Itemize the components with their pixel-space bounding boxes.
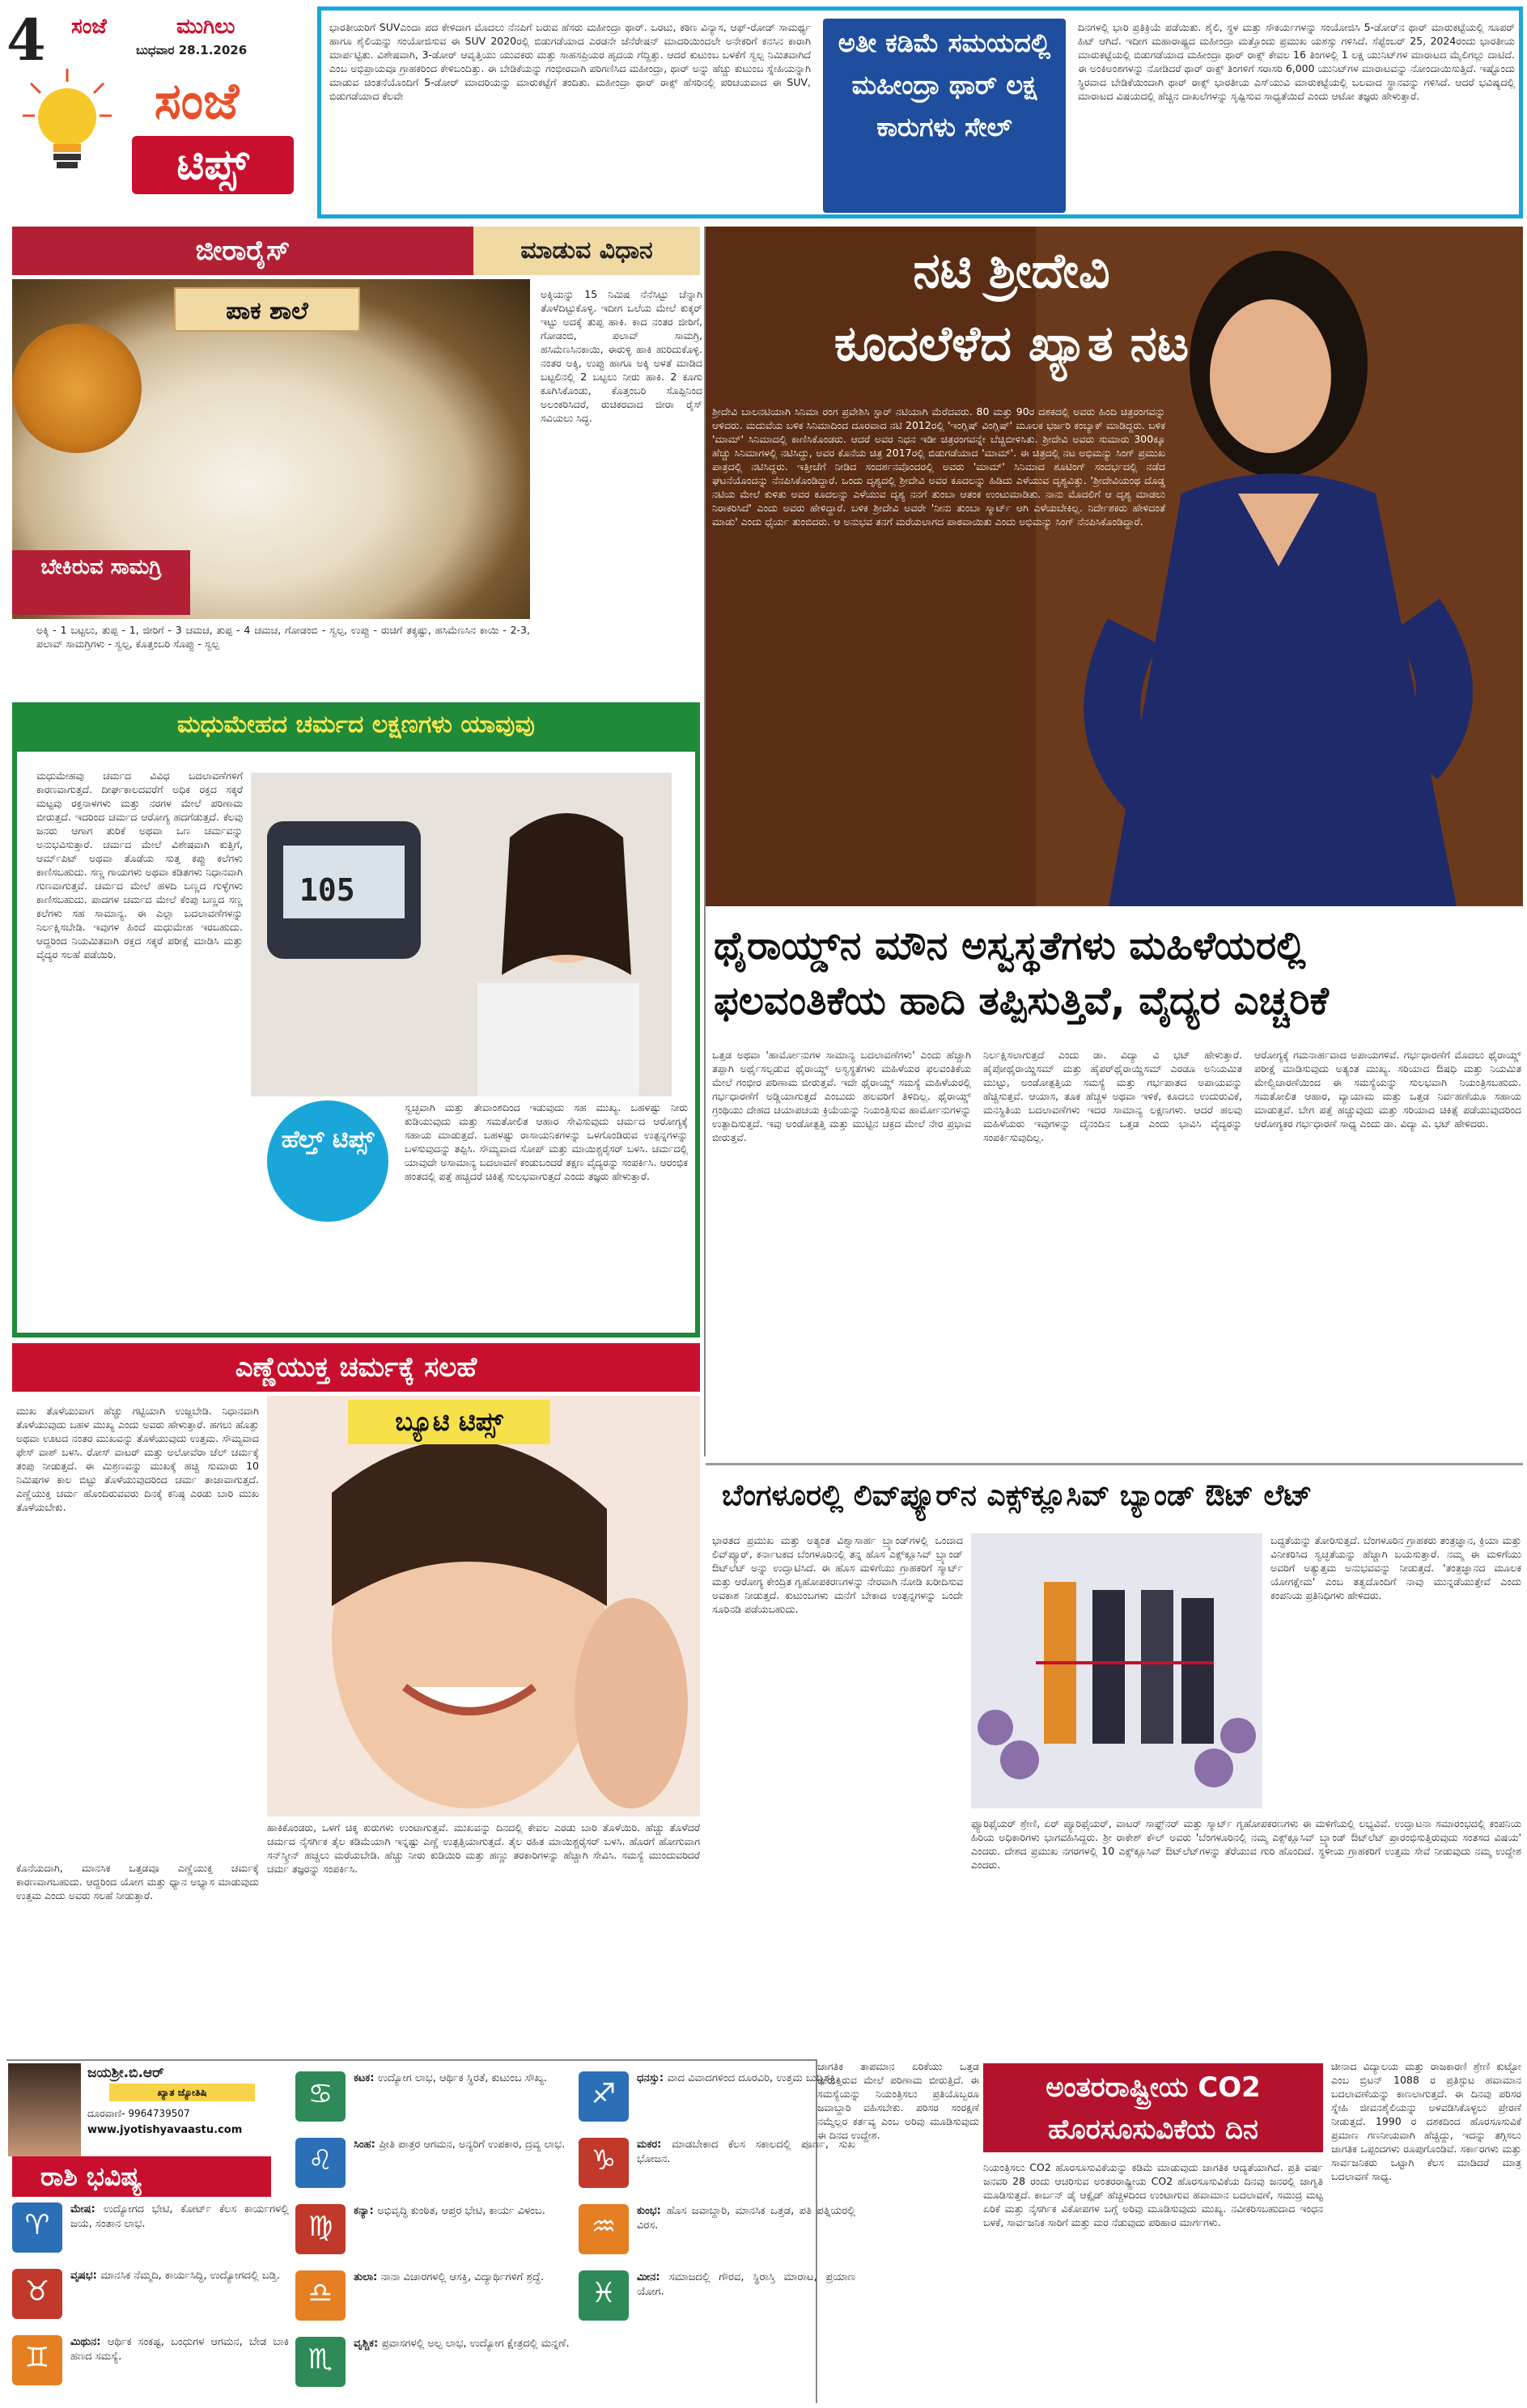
thyroid-headline-line-1: ಥೈರಾಯ್ಡ್‌ನ ಮೌನ ಅಸ್ವಸ್ಥತೆಗಳು ಮಹಿಳೆಯರಲ್ಲಿ xyxy=(714,923,1306,969)
zodiac-sign-text: ಪ್ರವಾಸಗಳಲ್ಲಿ ಅಲ್ಪ ಲಾಭ, ಉದ್ಯೋಗ ಕ್ಷೇತ್ರದಲ್ಲಿ ಮನ್ನಣೆ. xyxy=(381,2338,570,2350)
zodiac-11-icon: ♒ xyxy=(579,2204,629,2254)
store-inauguration-photo xyxy=(971,1533,1262,1808)
beauty-tips-badge: ಬ್ಯೂಟಿ ಟಿಪ್ಸ್ xyxy=(348,1400,550,1444)
thar-article xyxy=(317,6,1523,218)
thyroid-column-2: ನಿರ್ಲಕ್ಷಿಸಲಾಗುತ್ತದೆ ಎಂದು ಡಾ. ವಿದ್ಯಾ ವಿ ಭಟ್ ಹೇಳುತ್ತಾರೆ. ಹೈಪೋಥೈರಾಯ್ಡಿಸಮ್ ಮತ್ತು ಹೈಪರ್‌ಥೈರಾಯ್ಡಿಸಮ್ ಎರಡೂ ಅನಿಯಮಿತ ಮುಟ್ಟು, ಅಂಡೋತ್ಪತ್ತಿಯ ಸಮಸ್ಯೆ ಮತ್ತು ಗರ್ಭಪಾತದ ಅಪಾಯವನ್ನು ಹೆಚ್ಚಿಸುತ್ತವೆ. ಆಯಾಸ, ತೂಕ ಹೆಚ್ಚಳ ಅಥವಾ ಇಳಿಕೆ, ಕೂದಲು ಉದುರುವಿಕೆ, ಮನಸ್ಥಿತಿಯ ಬದಲಾವಣೆಗಳು ಇದರ ಸಾಮಾನ್ಯ ಲಕ್ಷಣಗಳು. ಆದರೆ ಹಲವು ಮಹಿಳೆಯರು ಇವುಗಳನ್ನು ದೈನಂದಿನ ಒತ್ತಡ ಎಂದು ಭಾವಿಸಿ ವೈದ್ಯರನ್ನು ಸಂಪರ್ಕಿಸುವುದಿಲ್ಲ. xyxy=(983,1049,1242,1143)
zodiac-11-forecast xyxy=(637,2204,855,2267)
recipe-kitchen-label: ಪಾಕ ಶಾಲೆ xyxy=(174,287,360,332)
zodiac-5-forecast xyxy=(354,2138,572,2201)
skin-column-1: ಮುಖ ತೊಳೆಯುವಾಗ ಹೆಚ್ಚು ಗಟ್ಟಿಯಾಗಿ ಉಜ್ಜಬೇಡಿ. ನಿಧಾನವಾಗಿ ತೊಳೆಯುವುದು ಬಹಳ ಮುಖ್ಯ ಎಂದು ಅವರು ಹೇಳುತ್ತಾರೆ. ಹಗಲು ಹೊತ್ತು ಅಥವಾ ಊಟದ ನಂತರ ಮುಖವನ್ನು ತೊಳೆಯುವುದು ಉತ್ತಮ. ಸೌಮ್ಯವಾದ ಫೇಸ್ ವಾಶ್ ಬಳಸಿ. ರೋಸ್ ವಾಟರ್ ಮತ್ತು ಅಲೋವೆರಾ ಜೆಲ್ ಚರ್ಮಕ್ಕೆ ತಂಪು ನೀಡುತ್ತದೆ. ಈ ಮಿಶ್ರಣವನ್ನು ಮುಖಕ್ಕೆ ಹಚ್ಚಿ ಸುಮಾರು 10 ನಿಮಿಷಗಳ ಕಾಲ ಬಿಟ್ಟು ತೊಳೆಯುವುದರಿಂದ ಚರ್ಮ ತಾಜಾವಾಗುತ್ತದೆ. ಎಣ್ಣೆಯುಕ್ತ ಚರ್ಮ ಹೊಂದಿರುವವರು ದಿನಕ್ಕೆ ಕನಿಷ್ಠ ಎರಡು ಬಾರಿ ಮುಖ ತೊಳೆಯಬೇಕು. xyxy=(16,1405,259,1513)
skin-column-2: ಹಾಕಿಕೊಂಡರು, ಒಳಗೆ ಚಿಕ್ಕ ಕುರುಗಳು ಉಂಟಾಗುತ್ತವೆ. ಮುಖವನ್ನು ದಿನದಲ್ಲಿ ಕೇವಲ ಎರಡು ಬಾರಿ ತೊಳೆಯಿರಿ. ಹೆಚ್ಚು ತೊಳೆದರೆ ಚರ್ಮದ ನೈಸರ್ಗಿಕ ತೈಲ ಕಡಿಮೆಯಾಗಿ ಇನ್ನಷ್ಟು ಎಣ್ಣೆ ಉತ್ಪತ್ತಿಯಾಗುತ್ತದೆ. ತೈಲ ರಹಿತ ಮಾಯಿಶ್ಚರೈಸರ್ ಬಳಸಿ. ಹೊರಗೆ ಹೋಗುವಾಗ ಸನ್‌ಸ್ಕ್ರೀನ್ ಹಚ್ಚಲು ಮರೆಯಬೇಡಿ. ಹೆಚ್ಚು ನೀರು ಕುಡಿಯಿರಿ ಮತ್ತು ಹಣ್ಣು ತರಕಾರಿಗಳನ್ನು ಹೆಚ್ಚಾಗಿ ಸೇವಿಸಿ. ಸಮಸ್ಯೆ ಮುಂದುವರಿದರೆ ಚರ್ಮ ತಜ್ಞರನ್ನು ಸಂಪರ್ಕಿಸಿ. xyxy=(267,1821,700,1875)
astrologer-website: www.jyotishyavaastu.com xyxy=(87,2124,243,2136)
dal-bowl-photo xyxy=(12,324,142,453)
zodiac-sign-text: ಉದ್ಯೋಗ ಲಾಭ, ಆರ್ಥಿಕ ಸ್ಥಿರತೆ, ಕುಟುಂಬ ಸೌಖ್ಯ. xyxy=(377,2072,547,2084)
zodiac-2-icon: ♉ xyxy=(12,2269,62,2319)
zodiac-5-icon: ♌ xyxy=(295,2138,346,2188)
page-number: 4 xyxy=(6,6,46,74)
zodiac-6-forecast xyxy=(354,2204,572,2267)
thar-column-2: ದಿನಗಳಲ್ಲಿ ಭಾರಿ ಪ್ರತಿಕ್ರಿಯೆ ಪಡೆಯಿತು. ಶೈಲಿ, ಸ್ಥಳ ಮತ್ತು ಸೌಕರ್ಯಗಳನ್ನು ಸಂಯೋಜಿಸಿ 5-ಡೋರ್‌ನ ಥಾರ್ ಮಾರುಕಟ್ಟೆಯಲ್ಲಿ ಸೂಪರ್ ಹಿಟ್ ಆಗಿದೆ. ಇದೀಗ ಮಹಾರಾಷ್ಟ್ರದ ಮಹೀಂದ್ರಾ ಮತ್ತೊಂದು ಪ್ರಮುಖ ಯಶಸ್ಸು ಗಳಿಸಿದೆ. ಸೆಪ್ಟೆಂಬರ್ 25, 2024ರಂದು ಭಾರತೀಯ ಮಾರುಕಟ್ಟೆಯಲ್ಲಿ ಬಿಡುಗಡೆಯಾದ ಮಹೀಂದ್ರಾ ಥಾರ್ ರಾಕ್ಸ್ ಕೇವಲ 16 ತಿಂಗಳಲ್ಲಿ 1 ಲಕ್ಷ ಯುನಿಟ್‌ಗಳ ಮಾರಾಟದ ಮೈಲಿಗಲ್ಲು ದಾಟಿದೆ. ಈ ಅಂಕಿಅಂಶಗಳನ್ನು ನೋಡಿದರೆ ಥಾರ್ ರಾಕ್ಸ್ ತಿಂಗಳಿಗೆ ಸರಾಸರಿ 6,000 ಯುನಿಟ್‌ಗಳ ಮಾರಾಟವನ್ನು ನೋಂದಾಯಿಸುತ್ತಿದೆ. ಇಷ್ಟೊಂದು ಸ್ಥಿರವಾದ ಬೇಡಿಕೆಯಿಂದಾಗಿ ಥಾರ್ ರಾಕ್ಸ್ ಭಾರತೀಯ ಎಸ್‌ಯುವಿ ಮಾರುಕಟ್ಟೆಯಲ್ಲಿ ಬಲವಾದ ಸ್ಥಾನವನ್ನು ಗಳಿಸಿದೆ. ಆದರೆ ಭವಿಷ್ಯದಲ್ಲಿ ಮಾರಾಟದ ವಿಷಯದಲ್ಲಿ ಹೆಚ್ಚಿನ ದಾಖಲೆಗಳನ್ನು ಸೃಷ್ಟಿಸುವ ಸಾಧ್ಯತೆಯಿದೆ ಎಂದು ಆಟೋ ತಜ್ಞರು ಹೇಳುತ್ತಾರೆ. xyxy=(1078,21,1515,102)
zodiac-6-icon: ♍ xyxy=(295,2204,346,2254)
glucose-meter-reading: 105 xyxy=(299,872,355,908)
zodiac-sign-name: ತುಲಾ: xyxy=(354,2271,381,2283)
zodiac-sign-name: ವೃಷಭ: xyxy=(70,2270,101,2282)
sridevi-headline-line-1: ನಟಿ ಶ್ರೀದೇವಿ xyxy=(913,243,1110,299)
zodiac-sign-name: ಕುಂಭ: xyxy=(637,2205,667,2217)
zodiac-sign-name: ಸಿಂಹ: xyxy=(354,2139,380,2151)
sridevi-headline xyxy=(728,235,1295,388)
zodiac-9-icon: ♐ xyxy=(579,2071,629,2122)
zodiac-sign-text: ಮಾನಸಿಕ ನೆಮ್ಮದಿ, ಕಾರ್ಯಸಿದ್ಧಿ, ಉದ್ಯೋಗದಲ್ಲಿ ಬಡ್ತಿ. xyxy=(100,2270,281,2282)
zodiac-7-icon: ♎ xyxy=(295,2270,346,2321)
masthead xyxy=(6,6,316,218)
glucose-meter-photo xyxy=(251,773,672,1096)
section-title: ಸಂಜೆ xyxy=(154,71,240,130)
livpure-column-1: ಭಾರತದ ಪ್ರಮುಖ ಮತ್ತು ಅತ್ಯಂತ ವಿಶ್ವಾಸಾರ್ಹ ಬ್ರ್ಯಾಂಡ್‌ಗಳಲ್ಲಿ ಒಂದಾದ ಲಿವ್‌ಪ್ಯೂರ್, ಕರ್ನಾಟಕದ ಬೆಂಗಳೂರಿನಲ್ಲಿ ತನ್ನ ಹೊಸ ಎಕ್ಸ್‌ಕ್ಲೂಸಿವ್ ಬ್ರ್ಯಾಂಡ್ ಔಟ್‌ಲೆಟ್ ಅನ್ನು ಉದ್ಘಾಟಿಸಿದೆ. ಈ ಹೊಸ ಮಳಿಗೆಯು ಗ್ರಾಹಕರಿಗೆ ಸ್ಮಾರ್ಟ್ ಮತ್ತು ಆರೋಗ್ಯ ಕೇಂದ್ರಿತ ಗೃಹೋಪಕರಣಗಳನ್ನು ನೇರವಾಗಿ ನೋಡಿ ಖರೀದಿಸುವ ಅವಕಾಶ ನೀಡುತ್ತದೆ. ಕುಟುಂಬಗಳು ಮನೆಗೆ ಬೇಕಾದ ಉತ್ಪನ್ನಗಳನ್ನು ಒಂದೇ ಸೂರಿನಡಿ ಪಡೆಯಬಹುದು. xyxy=(712,1534,963,1615)
zodiac-sign-text: ನಾನಾ ವಿಚಾರಗಳಲ್ಲಿ ಆಸಕ್ತಿ, ವಿದ್ಯಾರ್ಥಿಗಳಿಗೆ ಶ್ರದ್ಧೆ. xyxy=(380,2271,545,2283)
thyroid-headline-line-2: ಫಲವಂತಿಕೆಯ ಹಾದಿ ತಪ್ಪಿಸುತ್ತಿವೆ, ವೈದ್ಯರ ಎಚ್ಚರಿಕೆ xyxy=(714,978,1329,1024)
zodiac-4-forecast xyxy=(354,2071,572,2135)
co2-column-3: ಚೀನಾದ ವಿದ್ಯಾಲಯ ಮತ್ತು ರಾಜಕಾರಣಿ ಶ್ರೇಣಿ ಕುಟ್ಟೋ ಎಂಬ ಬ್ರಿಟನ್ 1088 ರ ಪ್ರತಿಸ್ಫುಟ ಹವಾಮಾನ ಬದಲಾವಣೆಯನ್ನು ಕಾಣಲಾಗುತ್ತದೆ. ಈ ದಿನವು ಪರಿಸರ ಸ್ನೇಹಿ ಜೀವನಶೈಲಿಯನ್ನು ಅಳವಡಿಸಿಕೊಳ್ಳಲು ಪ್ರೇರಣೆ ನೀಡುತ್ತದೆ. 1990 ರ ದಶಕದಿಂದ ಹೊರಸೂಸುವಿಕೆ ಪ್ರಮಾಣ ಗಣನೀಯವಾಗಿ ಹೆಚ್ಚಿದ್ದು, ಇದನ್ನು ತಗ್ಗಿಸಲು ಜಾಗತಿಕ ಒಪ್ಪಂದಗಳು ರೂಪುಗೊಂಡಿವೆ. ಸರ್ಕಾರಗಳು ಮತ್ತು ಸಾರ್ವಜನಿಕರು ಒಟ್ಟಾಗಿ ಕೆಲಸ ಮಾಡಿದರೆ ಮಾತ್ರ ಬದಲಾವಣೆ ಸಾಧ್ಯ. xyxy=(1331,2060,1521,2182)
thyroid-column-1: ಒತ್ತಡ ಅಥವಾ 'ಹಾರ್ಮೋನುಗಳ ಸಾಮಾನ್ಯ ಬದಲಾವಣೆಗಳು' ಎಂದು ಹೆಚ್ಚಾಗಿ ತಪ್ಪಾಗಿ ಅರ್ಥೈಸಲ್ಪಡುವ ಥೈರಾಯ್ಡ್ ಅಸ್ವಸ್ಥತೆಗಳು ಮಹಿಳೆಯರ ಫಲವಂತಿಕೆಯ ಮೇಲೆ ಗಂಭೀರ ಪರಿಣಾಮ ಬೀರುತ್ತವೆ. ಇದೇ ಥೈರಾಯ್ಡ್ ಸಮಸ್ಯೆ ಮಹಿಳೆಯರಲ್ಲಿ ಗರ್ಭಧಾರಣೆಗೆ ಅಡ್ಡಿಯಾಗುತ್ತದೆ ಎಂಬುದು ಹಲವರಿಗೆ ತಿಳಿದಿಲ್ಲ. ಥೈರಾಯ್ಡ್ ಗ್ರಂಥಿಯು ದೇಹದ ಚಯಾಪಚಯ ಕ್ರಿಯೆಯನ್ನು ನಿಯಂತ್ರಿಸುವ ಹಾರ್ಮೋನುಗಳನ್ನು ಉತ್ಪಾದಿಸುತ್ತದೆ. ಇವು ಅಂಡೋತ್ಪತ್ತಿ ಮತ್ತು ಮುಟ್ಟಿನ ಚಕ್ರದ ಮೇಲೆ ನೇರ ಪ್ರಭಾವ ಬೀರುತ್ತವೆ. xyxy=(712,1049,971,1143)
astrologer-role: ಖ್ಯಾತ ಜ್ಯೋತಿಷಿ xyxy=(109,2084,255,2101)
co2-column-2: ನಿಯಂತ್ರಿಸಲು CO2 ಹೊರಸೂಸುವಿಕೆಯನ್ನು ಕಡಿಮೆ ಮಾಡುವುದು ಜಾಗತಿಕ ಆದ್ಯತೆಯಾಗಿದೆ. ಪ್ರತಿ ವರ್ಷ ಜನವರಿ 28 ರಂದು ಆಚರಿಸುವ ಅಂತರರಾಷ್ಟ್ರೀಯ CO2 ಹೊರಸೂಸುವಿಕೆಯ ದಿನವು ಜನರಲ್ಲಿ ಜಾಗೃತಿ ಮೂಡಿಸುತ್ತದೆ. ಕಾರ್ಬನ್ ಡೈ ಆಕ್ಸೈಡ್ ಹೆಚ್ಚಳದಿಂದ ಉಂಟಾಗುವ ಹವಾಮಾನ ಬದಲಾವಣೆ, ಸಮುದ್ರ ಮಟ್ಟ ಏರಿಕೆ ಮತ್ತು ನೈಸರ್ಗಿಕ ವಿಕೋಪಗಳ ಬಗ್ಗೆ ಅರಿವು ಮೂಡಿಸುವುದು ಮುಖ್ಯ. ನವೀಕರಿಸಬಹುದಾದ ಇಂಧನ ಬಳಕೆ, ಸಾರ್ವಜನಿಕ ಸಾರಿಗೆ ಮತ್ತು ಮರ ನೆಡುವುದು ಪರಿಹಾರ ಮಾರ್ಗಗಳು. xyxy=(983,2161,1323,2228)
lightbulb-icon xyxy=(23,67,112,189)
zodiac-sign-name: ಮೇಷ: xyxy=(70,2203,104,2215)
diabetes-column-1: ಮಧುಮೇಹವು ಚರ್ಮದ ವಿವಿಧ ಬದಲಾವಣೆಗಳಿಗೆ ಕಾರಣವಾಗುತ್ತದೆ. ದೀರ್ಘಕಾಲದವರೆಗೆ ಅಧಿಕ ರಕ್ತದ ಸಕ್ಕರೆ ಮಟ್ಟವು ರಕ್ತನಾಳಗಳು ಮತ್ತು ನರಗಳ ಮೇಲೆ ಪರಿಣಾಮ ಬೀರುತ್ತದೆ. ಇದರಿಂದ ಚರ್ಮದ ಆರೋಗ್ಯ ಹದಗೆಡುತ್ತದೆ. ಕೆಲವು ಜನರು ಆಗಾಗ ತುರಿಕೆ ಅಥವಾ ಒಣ ಚರ್ಮವನ್ನು ಅನುಭವಿಸುತ್ತಾರೆ. ಚರ್ಮದ ಮೇಲೆ ವಿಶೇಷವಾಗಿ ಕುತ್ತಿಗೆ, ಆರ್ಮ್‌ಪಿಟ್ ಅಥವಾ ತೊಡೆಯ ಸುತ್ತ ಕಪ್ಪು ಕಲೆಗಳು ಕಾಣಿಸಬಹುದು. ಸಣ್ಣ ಗಾಯಗಳು ಅಥವಾ ಕಡಿತಗಳು ನಿಧಾನವಾಗಿ ಗುಣವಾಗುತ್ತವೆ. ಚರ್ಮದ ಮೇಲೆ ಹಳದಿ ಬಣ್ಣದ ಗುಳ್ಳೆಗಳು ಕಾಣಿಸಬಹುದು. ಪಾದಗಳ ಚರ್ಮದ ಮೇಲೆ ಕೆಂಪು ಬಣ್ಣದ ಸಣ್ಣ ಕಲೆಗಳು ಸಹ ಸಾಮಾನ್ಯ. ಈ ಎಲ್ಲಾ ಬದಲಾವಣೆಗಳನ್ನು ನಿರ್ಲಕ್ಷಿಸಬೇಡಿ. ಇವುಗಳ ಹಿಂದೆ ಮಧುಮೇಹ ಇರಬಹುದು. ಆದ್ದರಿಂದ ನಿಯಮಿತವಾಗಿ ರಕ್ತದ ಸಕ್ಕರೆ ಪರೀಕ್ಷೆ ಮಾಡಿಸಿ ಮತ್ತು ವೈದ್ಯರ ಸಲಹೆ ಪಡೆಯಿರಿ. xyxy=(36,769,243,960)
skin-column-3: ಕೊನೆಯದಾಗಿ, ಮಾನಸಿಕ ಒತ್ತಡವೂ ಎಣ್ಣೆಯುಕ್ತ ಚರ್ಮಕ್ಕೆ ಕಾರಣವಾಗಬಹುದು. ಆದ್ದರಿಂದ ಯೋಗ ಮತ್ತು ಧ್ಯಾನ ಅಭ್ಯಾಸ ಮಾಡುವುದು ಉತ್ತಮ ಎಂದು ಅವರು ಸಲಹೆ ನೀಡುತ್ತಾರೆ. xyxy=(16,1862,259,1901)
recipe-ingredients-label: ಬೇಕಿರುವ ಸಾಮಗ್ರಿ xyxy=(12,550,190,615)
sridevi-headline-line-2: ಕೂದಲೆಳೆದ ಖ್ಯಾತ ನಟ xyxy=(833,316,1190,372)
divider xyxy=(704,227,706,1456)
zodiac-sign-name: ವೃಶ್ಚಿಕ: xyxy=(354,2338,382,2350)
astrologer-photo xyxy=(8,2063,81,2156)
health-tips-badge: ಹೆಲ್ತ್ ಟಿಪ್ಸ್ xyxy=(267,1100,388,1222)
thyroid-headline xyxy=(706,918,1523,1036)
brand-name-a: ಸಂಜೆ xyxy=(71,15,107,39)
livpure-column-3: ಫ್ಯೂರಿಫೈಯರ್ ಶ್ರೇಣಿ, ಏರ್ ಪ್ಯೂರಿಫೈಯರ್, ವಾಟರ್ ಸಾಫ್ಟ್‌ನರ್ ಮತ್ತು ಸ್ಮಾರ್ಟ್ ಗೃಹೋಪಕರಣಗಳು ಈ ಮಳಿಗೆಯಲ್ಲಿ ಲಭ್ಯವಿವೆ. ಉದ್ಘಾಟನಾ ಸಮಾರಂಭದಲ್ಲಿ ಕಂಪನಿಯ ಹಿರಿಯ ಅಧಿಕಾರಿಗಳು ಭಾಗವಹಿಸಿದ್ದರು. ಶ್ರೀ ರಾಕೇಶ್ ಕೌಲ್ ಅವರು 'ಬೆಂಗಳೂರಿನಲ್ಲಿ ನಮ್ಮ ಎಕ್ಸ್‌ಕ್ಲೂಸಿವ್ ಬ್ರ್ಯಾಂಡ್ ಔಟ್‌ಲೆಟ್ ಪ್ರಾರಂಭಿಸುತ್ತಿರುವುದು ಸಂತಸದ ವಿಷಯ' ಎಂದರು. ದೇಶದ ಪ್ರಮುಖ ನಗರಗಳಲ್ಲಿ 10 ಎಕ್ಸ್‌ಕ್ಲೂಸಿವ್ ಔಟ್‌ಲೆಟ್‌ಗಳನ್ನು ತೆರೆಯುವ ಗುರಿ ಹೊಂದಿದೆ. ಸ್ಥಳೀಯ ಗ್ರಾಹಕರಿಗೆ ಉತ್ತಮ ಸೇವೆ ನೀಡುವುದು ನಮ್ಮ ಉದ್ದೇಶ ಎಂದರು. xyxy=(971,1817,1521,1871)
zodiac-8-icon: ♏ xyxy=(295,2337,346,2387)
zodiac-2-forecast xyxy=(70,2269,289,2332)
livpure-column-2: ಬದ್ಧತೆಯನ್ನು ತೋರಿಸುತ್ತದೆ. ಬೆಂಗಳೂರಿನ ಗ್ರಾಹಕರು ತಂತ್ರಜ್ಞಾನ, ಕ್ರಿಯಾ ಮತ್ತು ವಿನೀಕರಿಸಿದ ಸ್ವಚ್ಛತೆಯನ್ನು ಹೆಚ್ಚಾಗಿ ಬಯಸುತ್ತಾರೆ. ನಮ್ಮ ಈ ಮಳಿಗೆಯು ಅವರಿಗೆ ಅತ್ಯುತ್ತಮ ಅನುಭವವನ್ನು ನೀಡುತ್ತದೆ. 'ತಂತ್ರಜ್ಞಾನದ ಮೂಲಕ ಯೋಗಕ್ಷೇಮ' ಎಂಬ ತತ್ವದೊಂದಿಗೆ ನಾವು ಮುನ್ನಡೆಯುತ್ತೇವೆ ಎಂದು ಕಂಪನಿಯ ಪ್ರತಿನಿಧಿಗಳು ಹೇಳಿದರು. xyxy=(1270,1534,1521,1601)
page-date: ಬುಧವಾರ 28.1.2026 xyxy=(136,43,248,57)
zodiac-sign-text: ಮಾಡಬೇಕಾದ ಕೆಲಸ ಸಕಾಲದಲ್ಲಿ ಪೂರ್ಣ, ಸುಖ ಭೋಜನ. xyxy=(637,2139,855,2165)
zodiac-sign-text: ಅಭಿವೃದ್ಧಿ ಕುಂಠಿತ, ಆಪ್ತರ ಭೇಟಿ, ಕಾರ್ಯ ವಿಳಂಬ. xyxy=(377,2205,545,2217)
zodiac-sign-name: ಧನಸ್ಸು: xyxy=(637,2072,668,2084)
zodiac-3-icon: ♊ xyxy=(12,2335,62,2385)
livpure-headline: ಬೆಂಗಳೂರಲ್ಲಿ ಲಿವ್‌ಪ್ಯೂರ್‌ನ ಎಕ್ಸ್‌ಕ್ಲೂಸಿವ್ ಬ್ಯಾಂಡ್ ಔಟ್ ಲೆಟ್ xyxy=(706,1463,1523,1524)
section-tips-badge: ಟಿಪ್ಸ್ xyxy=(132,136,294,194)
zodiac-12-icon: ♓ xyxy=(579,2270,629,2321)
thar-column-1: ಭಾರತೀಯರಿಗೆ SUVಎಂದಾ ಪದ ಕೇಳಿದಾಗ ಮೊದಲು ನೆನಪಿಗೆ ಬರುವ ಹೆಸರು ಮಹೀಂದ್ರಾ ಥಾರ್. ಒರಟು, ಕಠಿಣ ವಿನ್ಯಾಸ, ಆಫ್-ರೋಡ್ ಸಾಮರ್ಥ್ಯ ಹಾಗೂ ಶೈಲಿಯನ್ನು ಸಂಯೋಜಿಸುವ ಈ SUV 2020ರಲ್ಲಿ ಬಿಡುಗಡೆಯಾದ ಎರಡನೇ ಜೆನೆರೇಷನ್ ಮಾದರಿಯಿಂದಲೇ ಅನೇಕರಿಗೆ ಕನಸಿನ ಕಾರಾಗಿ ಮಾರ್ಪಟ್ಟಿತು. ವಿಶೇಷವಾಗಿ, 3-ಡೋರ್ ಆವೃತ್ತಿಯು ಯುವಕರು ಮತ್ತು ಸಾಹಸಪ್ರಿಯರ ಹೃದಯ ಗೆದ್ದಿತ್ತು. ಆದರೆ ಕುಟುಂಬ ಬಳಕೆಗೆ ಸ್ವಲ್ಪ ನಿಮಿತವಾಗಿದೆ ಎಂಬ ಅಭಿಪ್ರಾಯವೂ ಗ್ರಾಹಕರಿಂದ ಕೇಳಿಬಂದಿತ್ತು. ಈ ಬೇಡಿಕೆಯನ್ನು ಗಂಭೀರವಾಗಿ ಪರಿಗಣಿಸಿದ ಮಹೀಂದ್ರಾ, ಥಾರ್ ಅನ್ನು ಹೆಚ್ಚು ಕುಟುಂಬ ಸ್ನೇಹಿಯನ್ನಾಗಿ ಮಾಡುವ ಚಿಂತನೆಯೊಂದಿಗೆ 5-ಡೋರ್ ಮಾದರಿಯನ್ನು ಮಾರುಕಟ್ಟೆಗೆ ತಂದಿತು. ಮಹೀಂದ್ರಾ ಥಾರ್ ರಾಕ್ಸ್ ಹೆಸರಿನಲ್ಲಿ ಪರಿಚಯವಾದ ಈ SUV, ಬಿಡುಗಡೆಯಾದ ಕೆಲವೇ xyxy=(329,21,811,102)
recipe-ingredients-text: ಅಕ್ಕಿ - 1 ಬಟ್ಟಲು, ತುಪ್ಪ - 1, ಜೀರಿಗೆ - 3 ಚಮಚ, ತುಪ್ಪ - 4 ಚಮಚ, ಗೋಡಂಬಿ - ಸ್ವಲ್ಪ, ಉಪ್ಪು - ರುಚಿಗೆ ತಕ್ಕಷ್ಟು, ಹಸಿಮೆಣಸಿನ ಕಾಯಿ - 2-3, ಪಲಾವ್ ಸಾಮಗ್ರಿಗಳು - ಸ್ವಲ್ಪ, ಕೊತ್ತಂಬರಿ ಸೊಪ್ಪು - ಸ್ವಲ್ಪ xyxy=(36,624,530,650)
zodiac-sign-text: ಆರ್ಥಿಕ ಸಂಕಷ್ಟ, ಬಂಧುಗಳ ಆಗಮನ, ಬೇಡ ಬಾಕಿ ಹಣದ ಸಮಸ್ಯೆ. xyxy=(70,2336,289,2363)
zodiac-10-forecast xyxy=(637,2138,855,2201)
zodiac-1-forecast xyxy=(70,2202,289,2266)
diabetes-column-2: ಸ್ವಚ್ಛವಾಗಿ ಮತ್ತು ತೇವಾಂಶದಿಂದ ಇಡುವುದು ಸಹ ಮುಖ್ಯ. ಬಹಳಷ್ಟು ನೀರು ಕುಡಿಯುವುದು ಮತ್ತು ಸಮತೋಲಿತ ಆಹಾರ ಸೇವಿಸುವುದು ಚರ್ಮದ ಆರೋಗ್ಯಕ್ಕೆ ಸಹಾಯ ಮಾಡುತ್ತದೆ. ಬಹಳಷ್ಟು ರಾಸಾಯನಿಕಗಳನ್ನು ಒಳಗೊಂಡಿರುವ ಉತ್ಪನ್ನಗಳನ್ನು ಬಳಸುವುದನ್ನು ತಪ್ಪಿಸಿ. ಸೌಮ್ಯವಾದ ಸೋಪ್ ಮತ್ತು ಮಾಯಿಶ್ಚರೈಸರ್ ಬಳಸಿ. ಚರ್ಮದಲ್ಲಿ ಯಾವುದೇ ಅಸಾಮಾನ್ಯ ಬದಲಾವಣೆ ಕಂಡುಬಂದರೆ ತಕ್ಷಣ ವೈದ್ಯರನ್ನು ಸಂಪರ್ಕಿಸಿ. ಆರಂಭಿಕ ಹಂತದಲ್ಲಿ ಪತ್ತೆ ಹಚ್ಚಿದರೆ ಚಿಕಿತ್ಸೆ ಸುಲಭವಾಗುತ್ತದೆ ಎಂದು ತಜ್ಞರು ಹೇಳುತ್ತಾರೆ. xyxy=(405,1101,688,1182)
astrologer-name: ಜಯಶ್ರೀ.ಬಿ.ಆರ್ xyxy=(87,2065,164,2081)
co2-headline: ಅಂತರರಾಷ್ಟ್ರೀಯ CO2 ಹೊರಸೂಸುವಿಕೆಯ ದಿನ xyxy=(983,2063,1323,2152)
astrologer-phone: ದೂರವಾಣಿ- 9964739507 xyxy=(87,2108,190,2119)
zodiac-sign-name: ಕಟಕ: xyxy=(354,2072,378,2084)
zodiac-sign-text: ಪ್ರೀತಿ ಪಾತ್ರರ ಆಗಮನ, ಅನ್ಯರಿಗೆ ಉಪಕಾರ, ದ್ರವ್ಯ ಲಾಭ. xyxy=(379,2139,566,2151)
recipe-method-text: ಅಕ್ಕಿಯನ್ನು 15 ನಿಮಿಷ ನೆನೆಸಿಟ್ಟು ಚೆನ್ನಾಗಿ ತೊಳೆದಿಟ್ಟುಕೊಳ್ಳಿ. ಇದೀಗ ಒಲೆಯ ಮೇಲೆ ಕುಕ್ಕರ್ ಇಟ್ಟು ಅದಕ್ಕೆ ತುಪ್ಪ ಹಾಕಿ. ಕಾದ ನಂತರ ಜೀರಿಗೆ, ಗೋಡಂಬಿ, ಪಲಾವ್ ಸಾಮಗ್ರಿ, ಹಸಿಮೆಣಸಿನಕಾಯಿ, ಈರುಳ್ಳಿ ಹಾಕಿ ಹುರಿದುಕೊಳ್ಳಿ. ನಂತರ ಅಕ್ಕಿ, ಉಪ್ಪು ಹಾಗೂ ಅಕ್ಕಿ ಅಳತೆ ಮಾಡಿದ ಬಟ್ಟಲಿನಲ್ಲಿ 2 ಬಟ್ಟಲು ನೀರು ಹಾಕಿ. 2 ಕೂಗು ಕೂಗಿಸಿಕೊಂಡು, ಕೊತ್ತಂಬರಿ ಸೊಪ್ಪಿನಿಂದ ಅಲಂಕರಿಸಿದರೆ, ರುಚಿಕರವಾದ ಜೀರಾ ರೈಸ್ ಸವಿಯಲು ಸಿದ್ಧ. xyxy=(541,288,702,424)
horoscope-heading: ರಾಶಿ ಭವಿಷ್ಯ xyxy=(12,2156,271,2197)
zodiac-9-forecast xyxy=(637,2071,855,2135)
recipe-title: ಜೀರಾರೈಸ್ xyxy=(12,227,473,275)
zodiac-sign-name: ಕನ್ಯಾ: xyxy=(354,2205,378,2217)
skin-headline: ಎಣ್ಣೆಯುಕ್ತ ಚರ್ಮಕ್ಕೆ ಸಲಹೆ xyxy=(12,1343,700,1392)
zodiac-1-icon: ♈ xyxy=(12,2202,62,2253)
zodiac-3-forecast xyxy=(70,2335,289,2398)
thyroid-column-3: ಆರೋಗ್ಯಕ್ಕೆ ಗಮನಾರ್ಹವಾದ ಅಪಾಯಗಳಿವೆ. ಗರ್ಭಧಾರಣೆಗೆ ಮೊದಲು ಥೈರಾಯ್ಡ್ ಪರೀಕ್ಷೆ ಮಾಡಿಸುವುದು ಅತ್ಯಂತ ಮುಖ್ಯ. ಸರಿಯಾದ ಔಷಧಿ ಮತ್ತು ನಿಯಮಿತ ಮೇಲ್ವಿಚಾರಣೆಯಿಂದ ಈ ಸಮಸ್ಯೆಯನ್ನು ಸುಲಭವಾಗಿ ನಿಯಂತ್ರಿಸಬಹುದು. ಸಮತೋಲಿತ ಆಹಾರ, ವ್ಯಾಯಾಮ ಮತ್ತು ಒತ್ತಡ ನಿರ್ವಹಣೆಯೂ ಸಹಾಯ ಮಾಡುತ್ತವೆ. ಬೇಗ ಪತ್ತೆ ಹಚ್ಚುವುದು ಮತ್ತು ಸರಿಯಾದ ಚಿಕಿತ್ಸೆ ಪಡೆಯುವುದರಿಂದ ಆರೋಗ್ಯಕರ ಗರ್ಭಧಾರಣೆ ಸಾಧ್ಯ ಎಂದು ಡಾ. ವಿದ್ಯಾ ವಿ. ಭಟ್ ಹೇಳಿದರು. xyxy=(1254,1049,1521,1130)
brand-name-b: ಮುಗಿಲು xyxy=(176,15,235,39)
zodiac-sign-name: ಮಕರ: xyxy=(637,2139,672,2151)
thar-headline: ಅತೀ ಕಡಿಮೆ ಸಮಯದಲ್ಲಿ ಮಹೀಂದ್ರಾ ಥಾರ್ ಲಕ್ಷ ಕಾರುಗಳು ಸೇಲ್ xyxy=(823,19,1066,213)
zodiac-4-icon: ♋ xyxy=(295,2071,346,2122)
woman-face-photo xyxy=(267,1396,700,1817)
zodiac-12-forecast xyxy=(637,2270,855,2334)
sridevi-body: ಶ್ರೀದೇವಿ ಬಾಲನಟಿಯಾಗಿ ಸಿನಿಮಾ ರಂಗ ಪ್ರವೇಶಿಸಿ ಸ್ಟಾರ್ ನಟಿಯಾಗಿ ಮೆರೆದವರು. 80 ಮತ್ತು 90ರ ದಶಕದಲ್ಲಿ ಅವರು ಹಿಂದಿ ಚಿತ್ರರಂಗವನ್ನು ಆಳಿದರು. ಮದುವೆಯ ಬಳಿಕ ಸಿನಿಮಾದಿಂದ ದೂರವಾದ ನಟಿ 2012ರಲ್ಲಿ 'ಇಂಗ್ಲಿಷ್ ವಿಂಗ್ಲಿಷ್' ಮೂಲಕ ಭರ್ಜರಿ ಕಂಬ್ಯಾಕ್ ಮಾಡಿದ್ದರು. ಬಳಿಕ 'ಮಾಮ್' ಸಿನಿಮಾದಲ್ಲಿ ಕಾಣಿಸಿಕೊಂಡರು. ಆದರೆ ಅವರ ನಿಧನ ಇಡೀ ಚಿತ್ರರಂಗವನ್ನೇ ಬೆಚ್ಚಿಬೀಳಿಸಿತು. ಶ್ರೀದೇವಿ ಅವರು ಸುಮಾರು 300ಕ್ಕೂ ಹೆಚ್ಚು ಸಿನಿಮಾಗಳಲ್ಲಿ ನಟಿಸಿದ್ದು, ಅವರ ಕೊನೆಯ ಚಿತ್ರ 2017ರಲ್ಲಿ ಬಿಡುಗಡೆಯಾದ 'ಮಾಮ್'. ಈ ಚಿತ್ರದಲ್ಲಿ ನಟ ಅಭಿಮನ್ಯು ಸಿಂಗ್ ಪ್ರಮುಖ ಪಾತ್ರದಲ್ಲಿ ನಟಿಸಿದ್ದರು. ಇತ್ತೀಚೆಗೆ ನೀಡಿದ ಸಂದರ್ಶನವೊಂದರಲ್ಲಿ ಅವರು 'ಮಾಮ್' ಸಿನಿಮಾದ ಶೂಟಿಂಗ್ ಸಂದರ್ಭದಲ್ಲಿ ನಡೆದ ಘಟನೆಯೊಂದನ್ನು ನೆನಪಿಸಿಕೊಂಡಿದ್ದಾರೆ. ಒಂದು ದೃಶ್ಯದಲ್ಲಿ ಶ್ರೀದೇವಿ ಅವರ ಕೂದಲನ್ನು ಹಿಡಿದು ಎಳೆಯುವ ದೃಶ್ಯವಿತ್ತು. 'ಶ್ರೀದೇವಿಯಂಥ ದೊಡ್ಡ ನಟಿಯ ಮೇಲೆ ಕುಳಿತು ಅವರ ಕೂದಲನ್ನು ಎಳೆಯುವ ದೃಶ್ಯ ನನಗೆ ತುಂಬಾ ಆತಂಕ ಉಂಟುಮಾಡಿತು. ನಾನು ಮೊದಲಿಗೆ ಆ ದೃಶ್ಯ ಮಾಡಲು ನಿರಾಕರಿಸಿದೆ' ಎಂದು ಅವರು ಹೇಳಿದ್ದಾರೆ. ಬಳಿಕ ಶ್ರೀದೇವಿ ಅವರೇ 'ನೀನು ತುಂಬಾ ಸ್ಮಾರ್ಟ್ ಆಗಿ ಎಳೆಯಬೇಕಿಲ್ಲ. ನಿರ್ದೇಶಕರು ಹೇಳಿದಂತೆ ಮಾಡು' ಎಂದು ಧೈರ್ಯ ತುಂಬಿದರು. ಆ ಅನುಭವ ತನಗೆ ಮರೆಯಲಾಗದ ಪಾಠವಾಯಿತು ಎಂದು ಅಭಿಮನ್ಯು ಸಿಂಗ್ ನೆನಪಿಸಿಕೊಂಡಿದ್ದಾರೆ. xyxy=(712,405,1165,528)
recipe-method-heading: ಮಾಡುವ ವಿಧಾನ xyxy=(473,227,700,275)
zodiac-sign-text: ಸಮಾಜದಲ್ಲಿ ಗೌರವ, ಸ್ಥಿರಾಸ್ತಿ ಮಾರಾಟ, ಪ್ರಯಾಣ ಯೋಗ. xyxy=(637,2271,855,2298)
zodiac-8-forecast xyxy=(354,2337,572,2400)
zodiac-7-forecast xyxy=(354,2270,572,2334)
co2-column-1: ಜಾಗತಿಕ ತಾಪಮಾನ ಏರಿಕೆಯು ಒತ್ತಡ ಬೀರುತ್ತಿರುವ ಮೇಲೆ ಪರಿಣಾಮ ಬೀರುತ್ತಿದೆ. ಈ ಸಮಸ್ಯೆಯನ್ನು ನಿಯಂತ್ರಿಸಲು ಪ್ರತಿಯೊಬ್ಬರೂ ಜವಾಬ್ದಾರಿ ವಹಿಸಬೇಕು. ಪರಿಸರ ಸಂರಕ್ಷಣೆ ನಮ್ಮೆಲ್ಲರ ಕರ್ತವ್ಯ ಎಂಬ ಅರಿವು ಮೂಡಿಸುವುದು ಈ ದಿನದ ಉದ್ದೇಶ. xyxy=(817,2060,979,2141)
zodiac-sign-text: ವಾದ ವಿವಾದಗಳಿಂದ ದೂರವಿರಿ, ಉತ್ತಮ ಬುದ್ಧಿಶಕ್ತಿ. xyxy=(667,2072,839,2084)
zodiac-sign-name: ಮಿಥುನ: xyxy=(70,2336,108,2348)
zodiac-sign-text: ಹೊಸ ಜವಾಬ್ದಾರಿ, ಮಾನಸಿಕ ಒತ್ತಡ, ಪತಿ ಪತ್ನಿಯರಲ್ಲಿ ವಿರಸ. xyxy=(637,2205,855,2232)
diabetes-headline: ಮಧುಮೇಹದ ಚರ್ಮದ ಲಕ್ಷಣಗಳು ಯಾವುವು xyxy=(12,702,700,747)
zodiac-10-icon: ♑ xyxy=(579,2138,629,2188)
zodiac-sign-text: ಉದ್ಯೋಗದ ಭೇಟಿ, ಕೋರ್ಟ್ ಕೆಲಸ ಕಾರ್ಯಗಳಲ್ಲಿ ಜಯ, ಸಂತಾನ ಲಾಭ. xyxy=(70,2203,289,2230)
zodiac-sign-name: ಮೀನ: xyxy=(637,2271,669,2283)
